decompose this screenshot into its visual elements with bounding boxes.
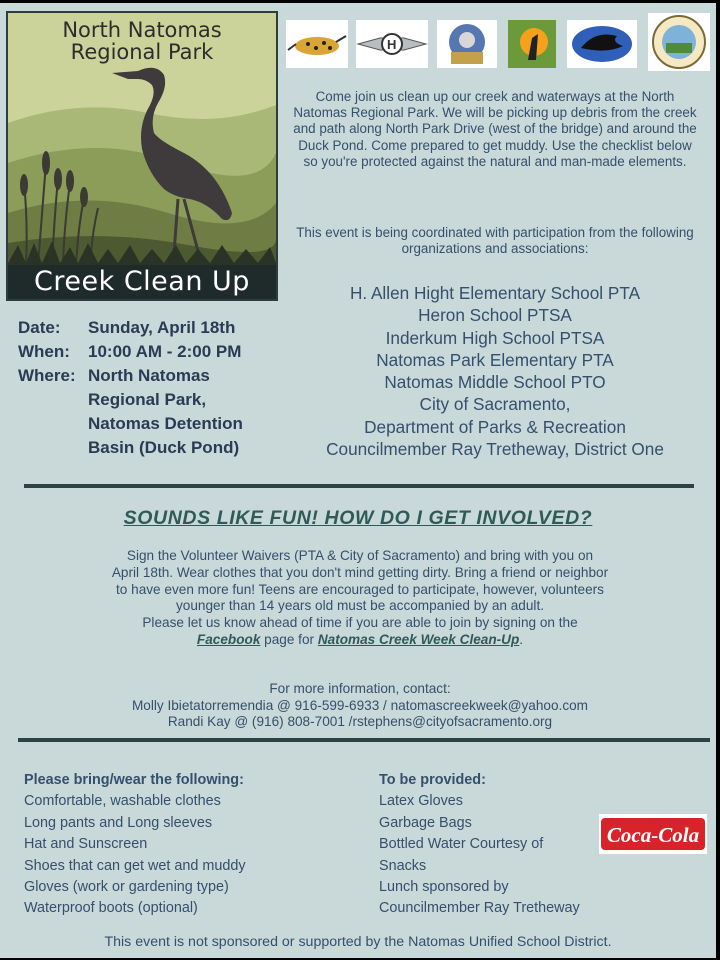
creek-clean-up-poster — [6, 11, 278, 301]
paragraph-line: April 18th. Wear clothes that you don't mind getting dirty. Bring a friend or neighbor — [111, 564, 609, 580]
organizations-list — [290, 282, 700, 460]
bring-item: Comfortable, washable clothes — [24, 793, 221, 810]
hiram-johnson-logo — [356, 20, 428, 68]
bring-item: Long pants and Long sleeves — [24, 814, 213, 831]
organization-item: Councilmember Ray Tretheway, District One — [326, 439, 664, 460]
contact-intro: For more information, contact: — [269, 681, 451, 696]
when-value: 10:00 AM - 2:00 PM — [88, 342, 242, 361]
contact-line-molly: Molly Ibietatorremendia @ 916-599-6933 / natomascreekweek@yahoo.com — [131, 697, 589, 713]
flyer-page — [0, 3, 716, 958]
poster-title-line2: Regional Park — [70, 40, 214, 64]
organization-item: City of Sacramento, — [419, 394, 571, 415]
paragraph-line: younger than 14 years old must be accompanied by an adult. — [175, 598, 545, 614]
where-line: North Natomas — [88, 366, 210, 385]
panther-logo — [567, 20, 637, 68]
link-connector-text: page for — [260, 631, 318, 647]
where-line: Basin (Duck Pond) — [88, 438, 240, 457]
provided-heading: To be provided: — [379, 772, 486, 788]
bring-item: Hat and Sunscreen — [24, 836, 148, 853]
poster-subtitle: Creek Clean Up — [34, 266, 250, 297]
heron-logo — [508, 20, 556, 68]
creek-week-group-link[interactable]: Natomas Creek Week Clean-Up — [317, 631, 520, 647]
svg-text:Coca-Cola: Coca-Cola — [606, 823, 700, 847]
contact-line-randi: Randi Kay @ (916) 808-7001 /rstephens@cityofsacramento.org — [167, 714, 553, 730]
paragraph-line: Sign the Volunteer Waivers (PTA & City of Sacramento) and bring with you on — [126, 548, 594, 563]
disclaimer-footer: This event is not sponsored or supported by the Natomas Unified School District. — [104, 934, 612, 950]
inderkum-logo — [437, 20, 497, 68]
organization-item: Heron School PTSA — [418, 305, 572, 326]
get-involved-heading: SOUNDS LIKE FUN! HOW DO I GET INVOLVED? — [123, 507, 593, 529]
coordination-paragraph: This event is being coordinated with participation from the following organizations and associations: — [296, 225, 694, 257]
cheetah-logo — [286, 20, 348, 68]
bring-item: Shoes that can get wet and muddy — [24, 857, 246, 874]
provided-item: Lunch sponsored by — [379, 879, 509, 896]
get-involved-paragraph — [30, 548, 690, 649]
where-line: Regional Park, — [88, 390, 207, 409]
city-seal-logo — [648, 13, 710, 71]
coca-cola-logo — [599, 814, 707, 854]
provided-item: Garbage Bags — [379, 814, 472, 831]
paragraph-line: to have even more fun! Teens are encouraged to participate, however, volunteers — [116, 581, 604, 597]
provided-item: Councilmember Ray Tretheway — [379, 900, 580, 917]
organization-item: Natomas Middle School PTO — [384, 372, 606, 393]
organization-item: Inderkum High School PTSA — [385, 327, 605, 348]
divider — [24, 484, 694, 488]
provided-item: Snacks — [379, 857, 427, 874]
poster-title-line1: North Natomas — [62, 18, 222, 42]
bring-list — [24, 770, 246, 920]
organization-item: H. Allen Hight Elementary School PTA — [349, 283, 641, 303]
intro-paragraph: Come join us clean up our creek and waterways at the North Natomas Regional Park. We will be picking up debris from the creek and path along North Park Drive (west of the bridge) and around the Duck Pond. Come prepared to get muddy. Use the checklist below so you're protected against the natural and man-made elements. — [293, 89, 697, 169]
organization-item: Natomas Park Elementary PTA — [376, 349, 614, 370]
provided-list — [379, 770, 709, 920]
bring-item: Gloves (work or gardening type) — [24, 879, 229, 896]
where-line: Natomas Detention — [88, 414, 243, 433]
facebook-link[interactable]: Facebook — [196, 631, 261, 647]
organization-item: Department of Parks & Recreation — [364, 416, 626, 437]
provided-item: Bottled Water Courtesy of — [379, 836, 544, 853]
paragraph-line-links — [30, 632, 690, 649]
bring-heading: Please bring/wear the following: — [24, 772, 244, 788]
svg-text:H: H — [387, 37, 397, 52]
paragraph-line: Please let us know ahead of time if you are able to join by signing on the — [142, 615, 578, 631]
when-label: When: — [18, 342, 70, 361]
date-value: Sunday, April 18th — [88, 318, 236, 337]
bring-item: Waterproof boots (optional) — [24, 900, 198, 917]
line-end-punctuation: . — [519, 631, 524, 647]
where-label: Where: — [18, 366, 76, 385]
contact-info — [30, 681, 690, 731]
provided-item: Latex Gloves — [379, 793, 463, 810]
divider — [18, 738, 710, 742]
date-label: Date: — [18, 318, 61, 337]
